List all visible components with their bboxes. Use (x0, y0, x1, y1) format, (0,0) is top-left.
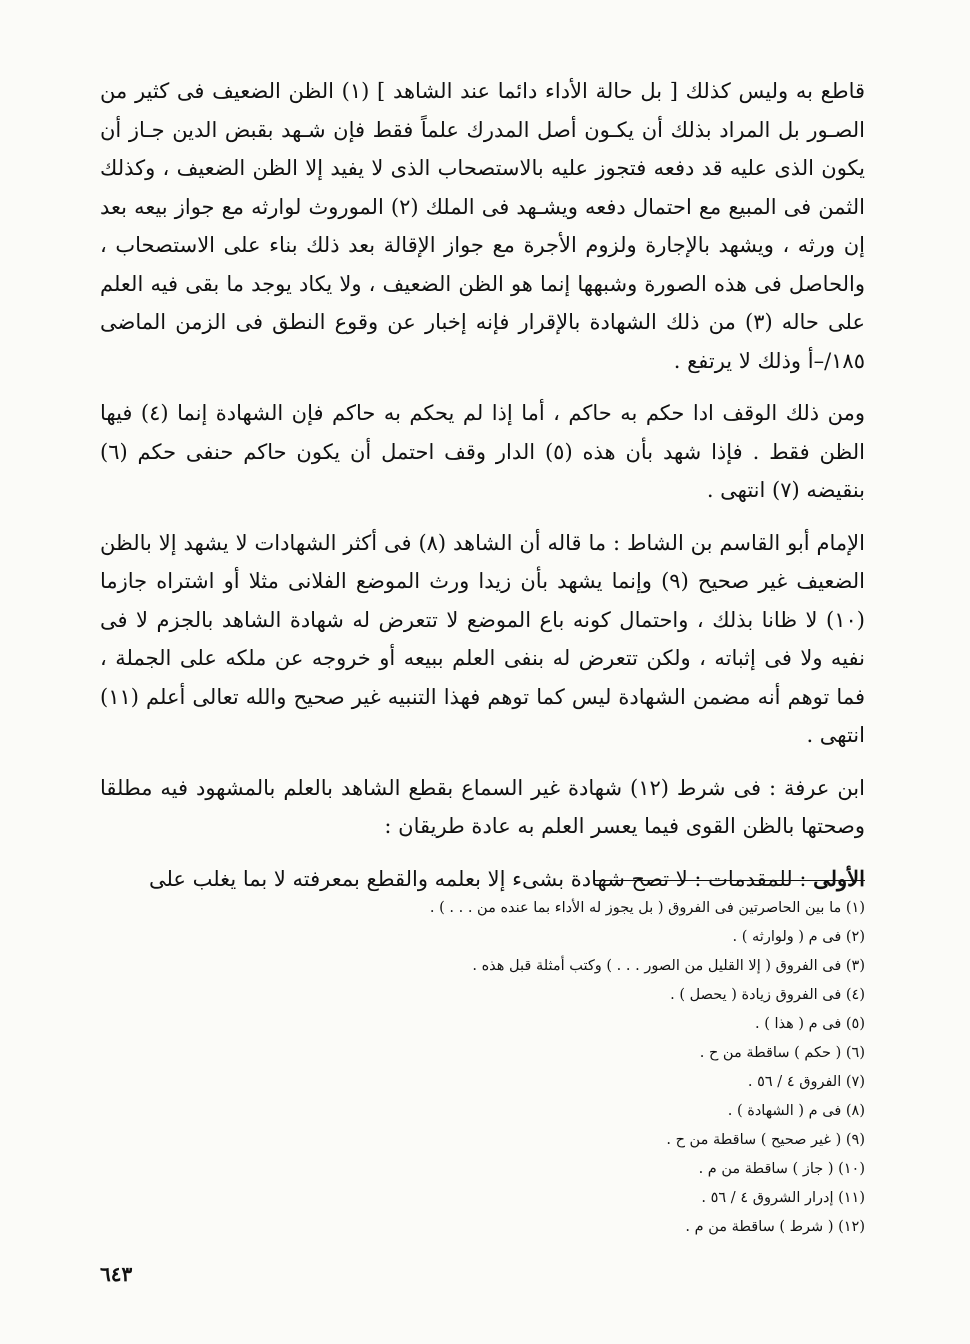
footnote: (١٢) ( شرط ) ساقطة من م . (685, 1219, 865, 1235)
paragraph-5-text: : للمقدمات : لا تصح شهادة بشىء إلا بعلمه والقطع بمعرفته لا بما يغلب على (148, 866, 814, 891)
footnote-separator (595, 880, 865, 881)
footnote: (٩) ( غير صحيح ) ساقطة من ح . (666, 1132, 865, 1148)
paragraph-5 (100, 860, 865, 899)
footnote: (١٠) ( جاز ) ساقطة من م . (698, 1161, 865, 1177)
footnote: (٦) ( حكم ) ساقطة من ح . (699, 1045, 865, 1061)
footnote: (٥) فى م ( هذا ) . (755, 1016, 865, 1032)
paragraph-1: قاطع به وليس كذلك [ بل حالة الأداء دائما عند الشاهد ] (١) الظن الضعيف فى كثير من الصـور بل المراد بذلك أن يكـون أصل المدرك علماً فقط فإن شـهد بقبض الدين جـاز أن يكون الذى عليه قد دفعه فتجوز عليه بالاستصحاب الذى لا يفيد إلا الظن الضعيف ، وكذلك الثمن فى المبيع مع احتمال دفعه ويشـهد فى الملك (٢) الموروث لوارثه مع جواز بيعه بعد إن ورثه ، ويشهد بالإجارة ولزوم الأجرة مع جواز الإقالة بعد ذلك بناء على الاستصحاب ، والحاصل فى هذه الصورة وشبهها إنما هو الظن الضعيف ، ولا يكاد يوجد ما بقى فيه العلم على حاله (٣) من ذلك الشهادة بالإقرار فإنه إخبار عن وقوع النطق فى الزمن الماضى ١٨٥/–أ وذلك لا يرتفع . (100, 79, 866, 373)
paragraph-2: ومن ذلك الوقف ادا حكم به حاكم ، أما إذا لم يحكم به حاكم فإن الشهادة إنما (٤) فيها الظن فقط . فإذا شهد بأن هذه (٥) الدار وقف احتمل أن يكون حاكم حنفى حكم (٦) بنقيضه (٧) انتهى . (100, 401, 865, 502)
footnote: (٨) فى م ( الشهادة ) . (727, 1103, 865, 1119)
footnote: (١) ما بين الحاصرتين فى الفروق ( بل يجوز له الأداء بما عنده من . . . ) . (429, 900, 865, 916)
paragraph-4: ابن عرفة : فى شرط (١٢) شهادة غير السماع بقطع الشاهد بالعلم بالمشهود فيه مطلقا وصحتها بالظن القوى فيما يعسر العلم به عادة طريقان : (100, 775, 865, 838)
page-number: ٦٤٣ (100, 1262, 133, 1286)
footnote: (٤) فى الفروق زيادة ( يحصل ) . (670, 987, 865, 1003)
footnote: (١١) إدرار الشروق ٤ / ٥٦ . (701, 1190, 865, 1206)
footnote: (٢) فى م ( ولوارثه ) . (732, 929, 865, 945)
page-body (100, 72, 866, 1235)
footnotes-list (100, 894, 865, 1242)
footnote: (٣) فى الفروق ( إلا القليل من الصور . . . ) وكتب أمثلة قبل هذه . (472, 958, 865, 974)
paragraph-lead-word: الأولى (813, 865, 865, 891)
paragraph-3: الإمام أبو القاسم بن الشاط : ما قاله أن الشاهد (٨) فى أكثر الشهادات لا يشهد إلا بالظن الضعيف غير صحيح (٩) وإنما يشهد بأن زيدا ورث الموضع الفلانى مثلا أو اشتراه جازما (١٠) لا ظانا بذلك ، واحتمال كونه باع الموضع لا تتعرض له شهادة الشاهد بالجزم لا فى نفيه ولا فى إثباته ، ولكن تتعرض له بنفى العلم ببيعه أو خروجه عن ملكه على الجملة ، فما توهم أنه مضمن الشهادة ليس كما توهم فهذا التنبيه غير صحيح والله تعالى أعلم (١١) انتهى . (100, 530, 865, 747)
footnote: (٧) الفروق ٤ / ٥٦ . (747, 1074, 865, 1090)
main-text (100, 72, 865, 898)
